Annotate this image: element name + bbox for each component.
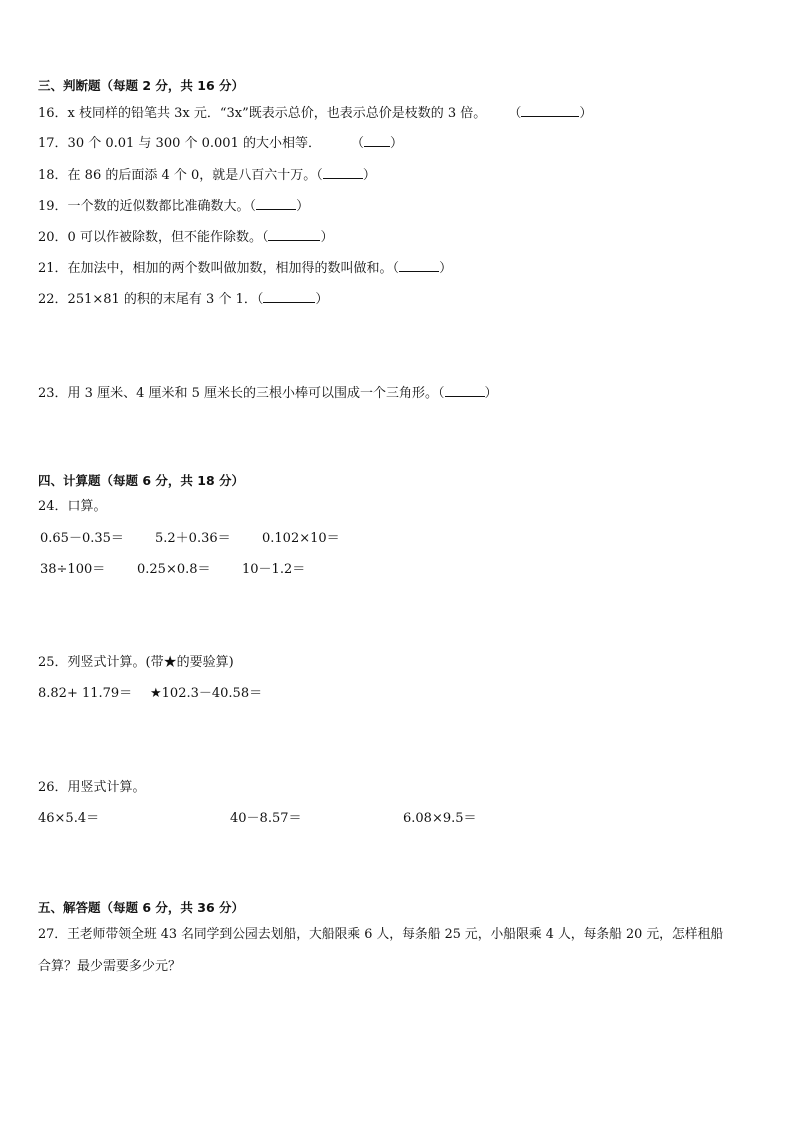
oral-calc-item: 38÷100＝ — [40, 562, 106, 577]
question-21 — [38, 259, 452, 278]
oral-calc-item: 0.65－0.35＝ — [40, 531, 124, 546]
question-18 — [38, 166, 376, 185]
question-26-title: 26．用竖式计算。 — [38, 780, 146, 795]
question-27-line2: 合算？最少需要多少元？ — [38, 959, 182, 974]
question-text: 16．x 枝同样的铅笔共 3x 元．“3x”既表示总价，也表示总价是枝数的 3 倍。 — [38, 106, 487, 121]
answer-paren-close: ） — [315, 292, 329, 307]
vertical-calc-item: 8.82+ 11.79＝ — [38, 686, 133, 701]
answer-paren-close: ） — [439, 261, 453, 276]
answer-paren-close: ） — [484, 386, 498, 401]
answer-paren-open: （ — [392, 261, 400, 276]
vertical-calc-item: 6.08×9.5＝ — [403, 811, 477, 826]
question-22 — [38, 290, 328, 309]
answer-paren-close: ） — [296, 199, 310, 214]
question-24-title: 24．口算。 — [38, 499, 107, 514]
question-25-title: 25．列竖式计算。(带★的要验算) — [38, 655, 234, 670]
answer-blank[interactable] — [256, 197, 296, 210]
question-text: 22．251×81 的积的末尾有 3 个 1． — [38, 292, 257, 307]
answer-blank[interactable] — [323, 166, 363, 179]
answer-blank[interactable] — [445, 384, 485, 397]
oral-calc-item: 5.2＋0.36＝ — [155, 531, 231, 546]
question-20 — [38, 228, 333, 247]
oral-calc-item: 0.25×0.8＝ — [137, 562, 211, 577]
answer-paren-close: ） — [362, 168, 376, 183]
answer-paren-close: ） — [320, 230, 334, 245]
oral-calc-item: 10－1.2＝ — [242, 562, 306, 577]
section-heading-calc: 四、计算题（每题 6 分，共 18 分） — [38, 473, 245, 488]
question-text: 18．在 86 的后面添 4 个 0，就是八百六十万。 — [38, 168, 317, 183]
question-27-line1: 27．王老师带领全班 43 名同学到公园去划船，大船限乘 6 人，每条船 25 元，小船限乘 4 人，每条船 20 元，怎样租船 — [38, 927, 724, 942]
question-text: 17．30 个 0.01 与 300 个 0.001 的大小相等． — [38, 136, 321, 151]
answer-blank[interactable] — [263, 290, 315, 303]
question-16 — [38, 104, 592, 123]
answer-paren-open: （ — [508, 106, 522, 121]
vertical-calc-item: 46×5.4＝ — [38, 811, 100, 826]
answer-paren-open: （ — [261, 230, 269, 245]
answer-paren-close: ） — [579, 106, 593, 121]
section-heading-solve: 五、解答题（每题 6 分，共 36 分） — [38, 900, 245, 915]
answer-paren-open: （ — [316, 168, 323, 183]
question-text: 19．一个数的近似数都比准确数大。 — [38, 199, 250, 214]
answer-blank[interactable] — [364, 134, 390, 147]
answer-paren-close: ） — [390, 136, 404, 151]
question-23 — [38, 384, 498, 403]
section-heading-judge: 三、判断题（每题 2 分，共 16 分） — [38, 78, 245, 93]
vertical-calc-item: 40－8.57＝ — [230, 811, 302, 826]
question-17 — [38, 134, 403, 153]
question-text: 23．用 3 厘米、4 厘米和 5 厘米长的三根小棒可以围成一个三角形。 — [38, 386, 439, 401]
answer-paren-open: （ — [351, 136, 365, 151]
answer-blank[interactable] — [521, 104, 579, 117]
question-19 — [38, 197, 309, 216]
question-text: 20．0 可以作被除数，但不能作除数。 — [38, 230, 262, 245]
vertical-calc-item: ★102.3－40.58＝ — [150, 686, 263, 701]
answer-blank[interactable] — [268, 228, 320, 241]
answer-paren-open: （ — [256, 292, 264, 307]
answer-paren-open: （ — [438, 386, 445, 401]
question-text: 21．在加法中，相加的两个数叫做加数，相加得的数叫做和。 — [38, 261, 393, 276]
answer-paren-open: （ — [249, 199, 257, 214]
oral-calc-item: 0.102×10＝ — [262, 531, 340, 546]
answer-blank[interactable] — [399, 259, 439, 272]
